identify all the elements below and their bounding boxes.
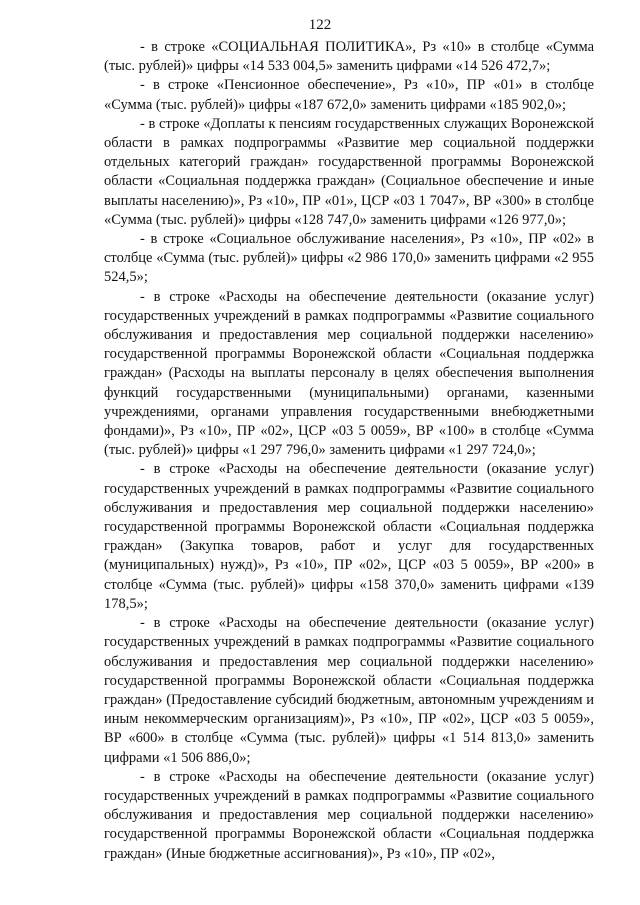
paragraph-social-policy: - в строке «СОЦИАЛЬНАЯ ПОЛИТИКА», Рз «10» в столбце «Сумма (тыс. рублей)» цифры «14 533 004,5» заменить цифрами «14 526 472,7»; xyxy=(104,39,594,75)
page-number: 122 xyxy=(308,17,332,33)
paragraph-subsidies-expenses: - в строке «Расходы на обеспечение деятельности (оказание услуг) государственных учреждений в рамках подпрограммы «Развитие социального обслуживания и предоставления мер социальной поддержки населению» государственной программы Воронежской области «Социальная поддержка граждан» (Предоставление субсидий бюджетным, автономным учреждениям и иным некоммерческим организациям)», Рз «10», ПР «02», ЦСР «03 5 0059», ВР «600» в столбце «Сумма (тыс. рублей)» цифры «1 514 813,0» заменить цифрами «1 506 886,0»; xyxy=(104,615,594,766)
paragraph-pension-provision: - в строке «Пенсионное обеспечение», Рз «10», ПР «01» в столбце «Сумма (тыс. рублей)» цифры «187 672,0» заменить цифрами «185 902,0»; xyxy=(104,77,594,113)
document-body xyxy=(104,38,594,864)
paragraph-procurement-expenses: - в строке «Расходы на обеспечение деятельности (оказание услуг) государственных учреждений в рамках подпрограммы «Развитие социального обслуживания и предоставления мер социальной поддержки населению» государственной программы Воронежской области «Социальная поддержка граждан» (Закупка товаров, работ и услуг для государственных (муниципальных) нужд)», Рз «10», ПР «02», ЦСР «03 5 0059», ВР «200» в столбце «Сумма (тыс. рублей)» цифры «158 370,0» заменить цифрами «139 178,5»; xyxy=(104,461,594,612)
paragraph-pension-supplements: - в строке «Доплаты к пенсиям государственных служащих Воронежской области в рамках подпрограммы «Развитие мер социальной поддержки отдельных категорий граждан» государственной программы Воронежской области «Социальная поддержка граждан» (Социальное обеспечение и иные выплаты населению)», Рз «10», ПР «01», ЦСР «03 1 7047», ВР «300» в столбце «Сумма (тыс. рублей)» цифры «128 747,0» заменить цифрами «126 977,0»; xyxy=(104,115,594,228)
paragraph-other-allocations: - в строке «Расходы на обеспечение деятельности (оказание услуг) государственных учреждений в рамках подпрограммы «Развитие социального обслуживания и предоставления мер социальной поддержки населению» государственной программы Воронежской области «Социальная поддержка граждан» (Иные бюджетные ассигнования)», Рз «10», ПР «02», xyxy=(104,768,594,862)
paragraph-social-services: - в строке «Социальное обслуживание населения», Рз «10», ПР «02» в столбце «Сумма (тыс. рублей)» цифры «2 986 170,0» заменить цифрами «2 955 524,5»; xyxy=(104,231,594,286)
paragraph-staff-expenses: - в строке «Расходы на обеспечение деятельности (оказание услуг) государственных учреждений в рамках подпрограммы «Развитие социального обслуживания и предоставления мер социальной поддержки населению» государственной программы Воронежской области «Социальная поддержка граждан» (Расходы на выплаты персоналу в целях обеспечения выполнения функций государственными (муниципальными) органами, казенными учреждениями, органами управления государственными внебюджетными фондами)», Рз «10», ПР «02», ЦСР «03 5 0059», ВР «100» в столбце «Сумма (тыс. рублей)» цифры «1 297 796,0» заменить цифрами «1 297 724,0»; xyxy=(104,288,594,459)
